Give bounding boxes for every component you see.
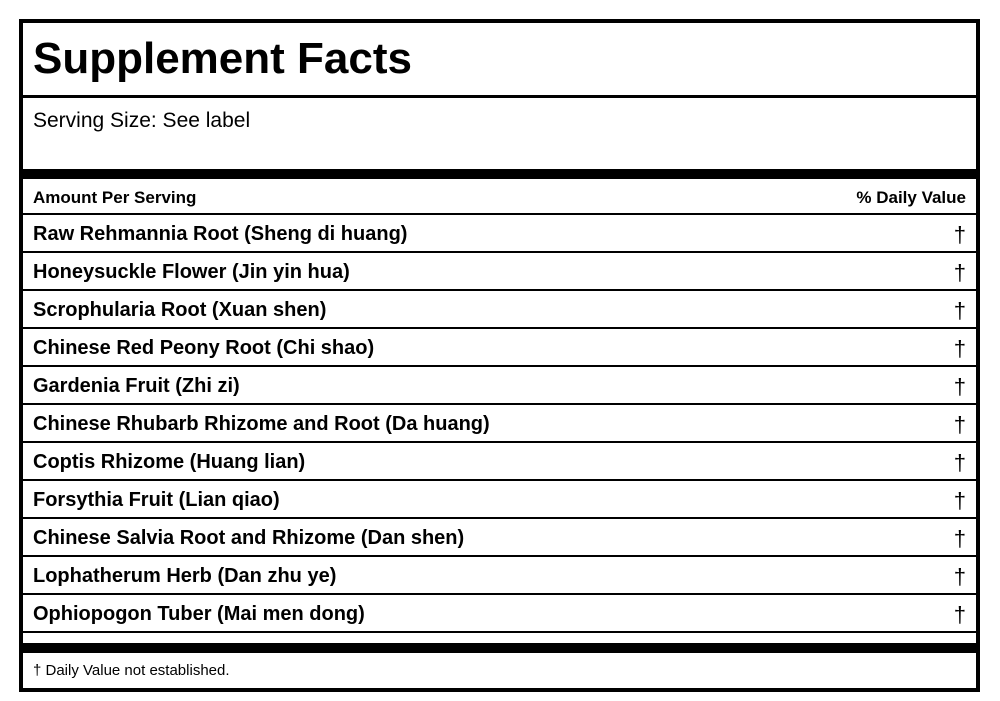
supplement-facts-panel — [19, 19, 980, 692]
ingredient-name: Gardenia Fruit (Zhi zi) — [33, 375, 240, 397]
ingredient-name: Honeysuckle Flower (Jin yin hua) — [33, 261, 350, 283]
thick-divider — [23, 643, 976, 653]
dagger-symbol: † — [953, 488, 966, 513]
ingredient-row — [23, 557, 976, 595]
ingredient-row — [23, 519, 976, 557]
ingredient-list — [23, 215, 976, 633]
ingredient-name: Ophiopogon Tuber (Mai men dong) — [33, 603, 365, 625]
title-section — [23, 23, 976, 98]
dagger-symbol: † — [953, 526, 966, 551]
column-header-row — [23, 179, 976, 215]
dagger-symbol: † — [953, 450, 966, 475]
dagger-symbol: † — [953, 298, 966, 323]
dagger-symbol: † — [953, 222, 966, 247]
panel-title: Supplement Facts — [33, 34, 412, 83]
ingredient-row — [23, 291, 976, 329]
ingredient-name: Raw Rehmannia Root (Sheng di huang) — [33, 223, 408, 245]
dagger-symbol: † — [953, 602, 966, 627]
ingredient-row — [23, 329, 976, 367]
ingredient-row — [23, 481, 976, 519]
ingredient-row — [23, 405, 976, 443]
ingredient-row — [23, 253, 976, 291]
dagger-symbol: † — [953, 374, 966, 399]
ingredient-row — [23, 367, 976, 405]
ingredient-name: Chinese Red Peony Root (Chi shao) — [33, 337, 375, 359]
serving-size-text: Serving Size: See label — [33, 109, 251, 132]
dagger-symbol: † — [953, 336, 966, 361]
footnote-section — [23, 653, 976, 688]
ingredient-name: Scrophularia Root (Xuan shen) — [33, 299, 327, 321]
ingredient-row — [23, 595, 976, 633]
thick-divider — [23, 169, 976, 179]
serving-size-section — [23, 98, 976, 169]
footnote-text: † Daily Value not established. — [33, 662, 230, 679]
ingredient-name: Lophatherum Herb (Dan zhu ye) — [33, 565, 337, 587]
dagger-symbol: † — [953, 412, 966, 437]
ingredient-name: Coptis Rhizome (Huang lian) — [33, 451, 306, 473]
daily-value-header: % Daily Value — [856, 188, 966, 207]
ingredient-name: Forsythia Fruit (Lian qiao) — [33, 489, 280, 511]
dagger-symbol: † — [953, 260, 966, 285]
ingredient-name: Chinese Salvia Root and Rhizome (Dan shen) — [33, 527, 465, 549]
amount-per-serving-header: Amount Per Serving — [33, 188, 197, 207]
ingredient-row — [23, 215, 976, 253]
ingredient-row — [23, 443, 976, 481]
ingredient-name: Chinese Rhubarb Rhizome and Root (Da huang) — [33, 413, 490, 435]
dagger-symbol: † — [953, 564, 966, 589]
